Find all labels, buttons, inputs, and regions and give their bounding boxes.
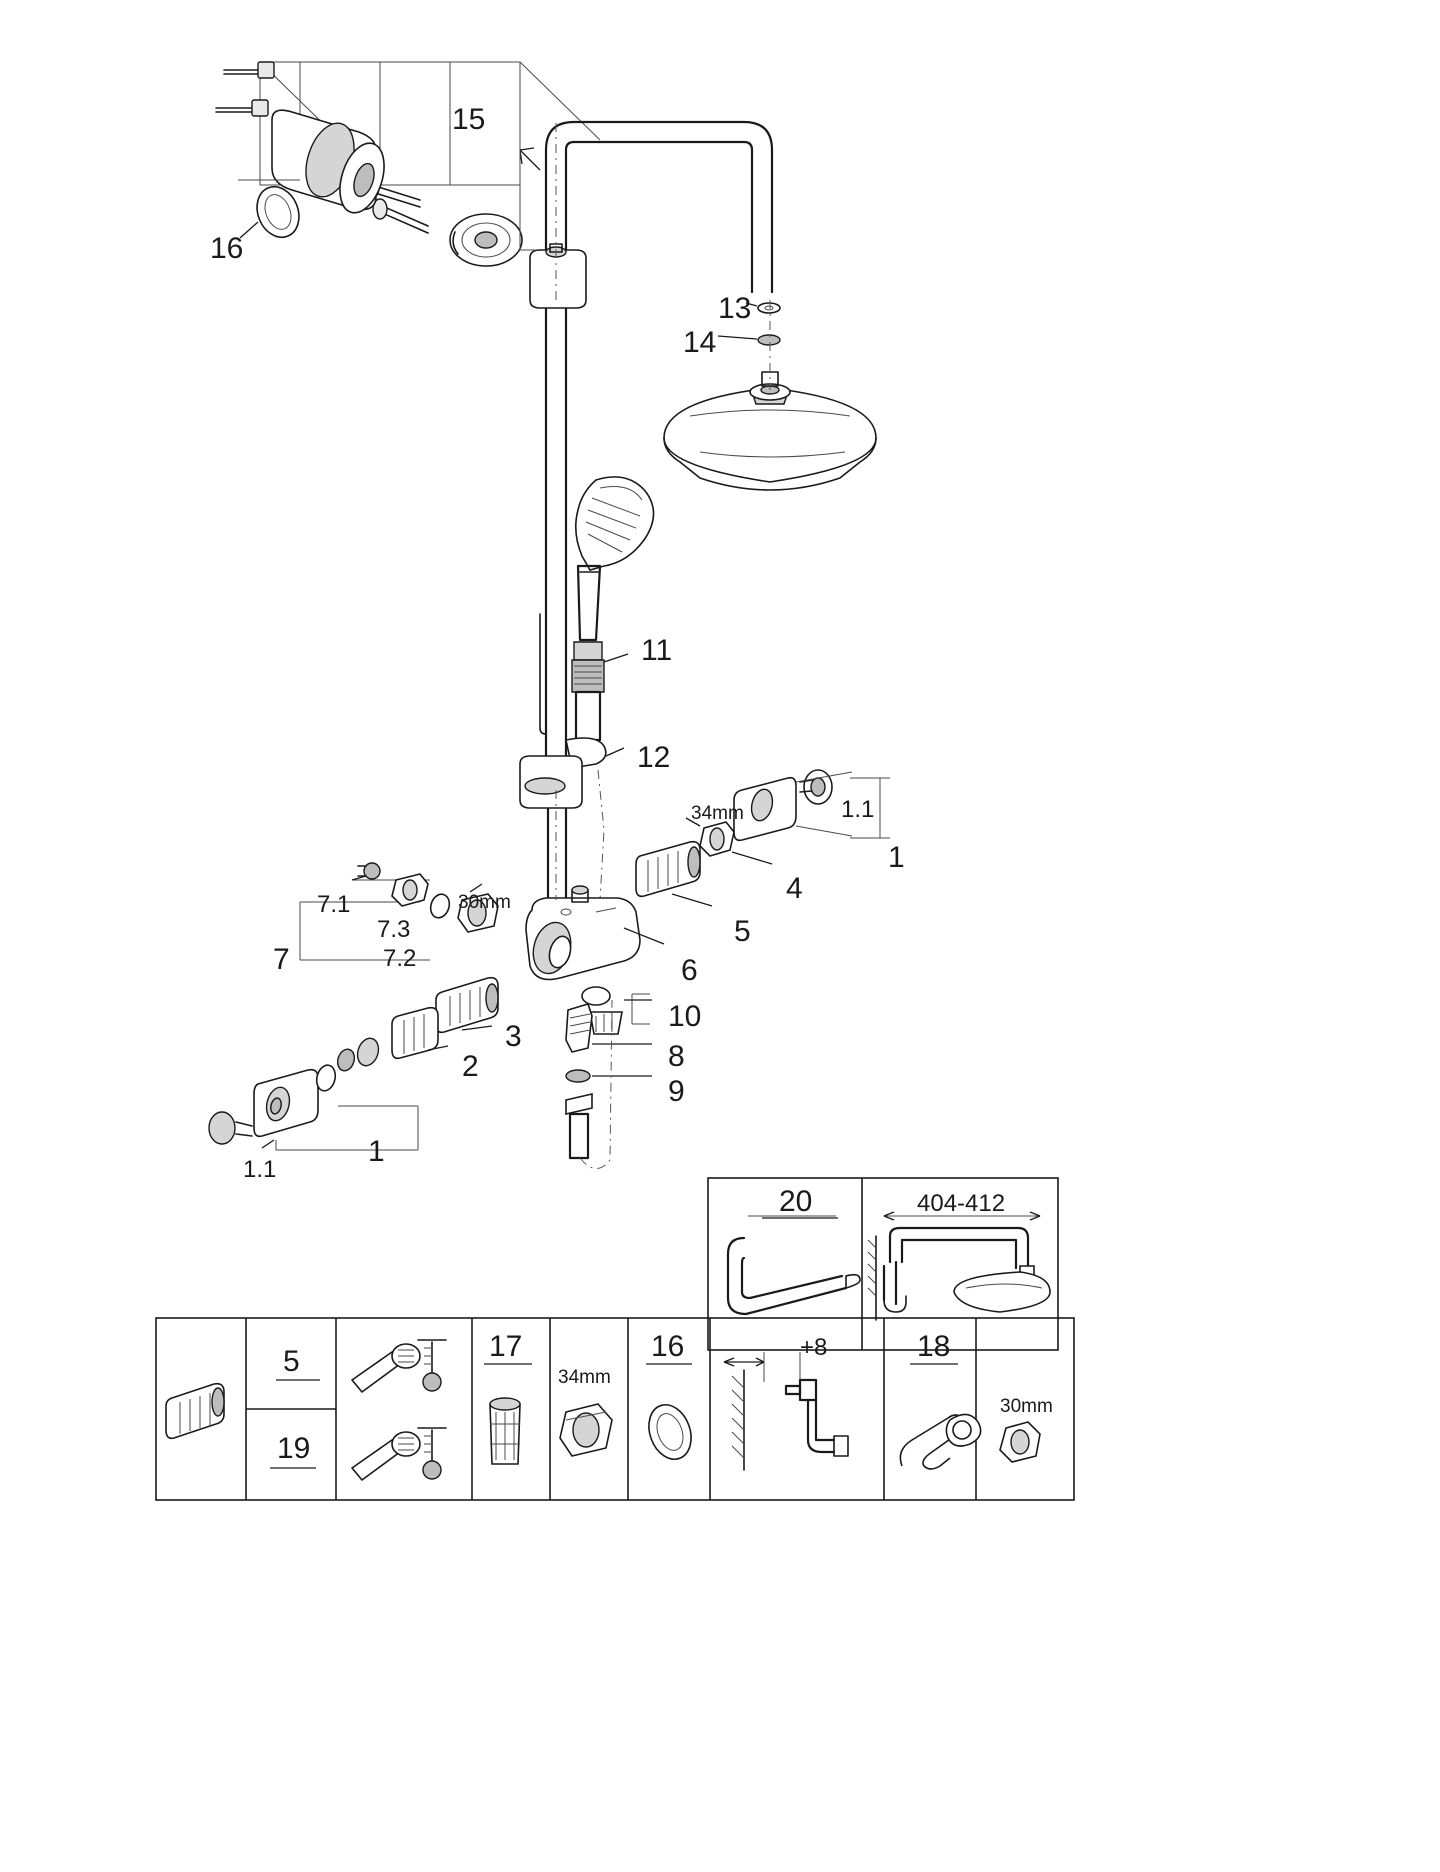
callout-1-1-upper: 1.1 [841, 796, 875, 823]
callout-20: 20 [779, 1185, 813, 1218]
panel-label-16: 16 [651, 1330, 685, 1363]
callout-34mm-upper: 34mm [691, 803, 744, 824]
callout-7-1: 7.1 [317, 891, 351, 918]
callout-7: 7 [273, 943, 290, 976]
callout-14: 14 [683, 326, 717, 359]
callout-5: 5 [734, 915, 751, 948]
callout-4: 4 [786, 872, 803, 905]
callout-16-upper: 16 [210, 232, 244, 265]
callout-2: 2 [462, 1050, 479, 1083]
panel-label-18: 18 [917, 1330, 951, 1363]
callout-11: 11 [641, 634, 673, 667]
callout-30mm-upper: 30mm [458, 892, 511, 913]
callout-1-1-lower: 1.1 [243, 1156, 277, 1183]
callout-13: 13 [718, 292, 752, 325]
panel-label-19: 19 [277, 1432, 311, 1465]
callout-7-2: 7.2 [383, 945, 417, 972]
callout-7-3: 7.3 [377, 916, 411, 943]
callout-8: 8 [668, 1040, 685, 1073]
callout-404-412: 404-412 [917, 1190, 1006, 1217]
panel-label-plus8: +8 [800, 1334, 828, 1361]
callout-1-upper: 1 [888, 841, 905, 874]
panel-label-17-size: 34mm [558, 1367, 611, 1388]
callout-15: 15 [452, 103, 486, 136]
callout-9: 9 [668, 1075, 685, 1108]
callout-10: 10 [668, 1000, 702, 1033]
panel-label-5: 5 [283, 1345, 300, 1378]
callout-6: 6 [681, 954, 698, 987]
callout-12: 12 [637, 741, 671, 774]
callout-3: 3 [505, 1020, 522, 1053]
panel-label-17: 17 [489, 1330, 523, 1363]
panel-label-18-size: 30mm [1000, 1396, 1053, 1417]
callout-1-lower: 1 [368, 1135, 385, 1168]
